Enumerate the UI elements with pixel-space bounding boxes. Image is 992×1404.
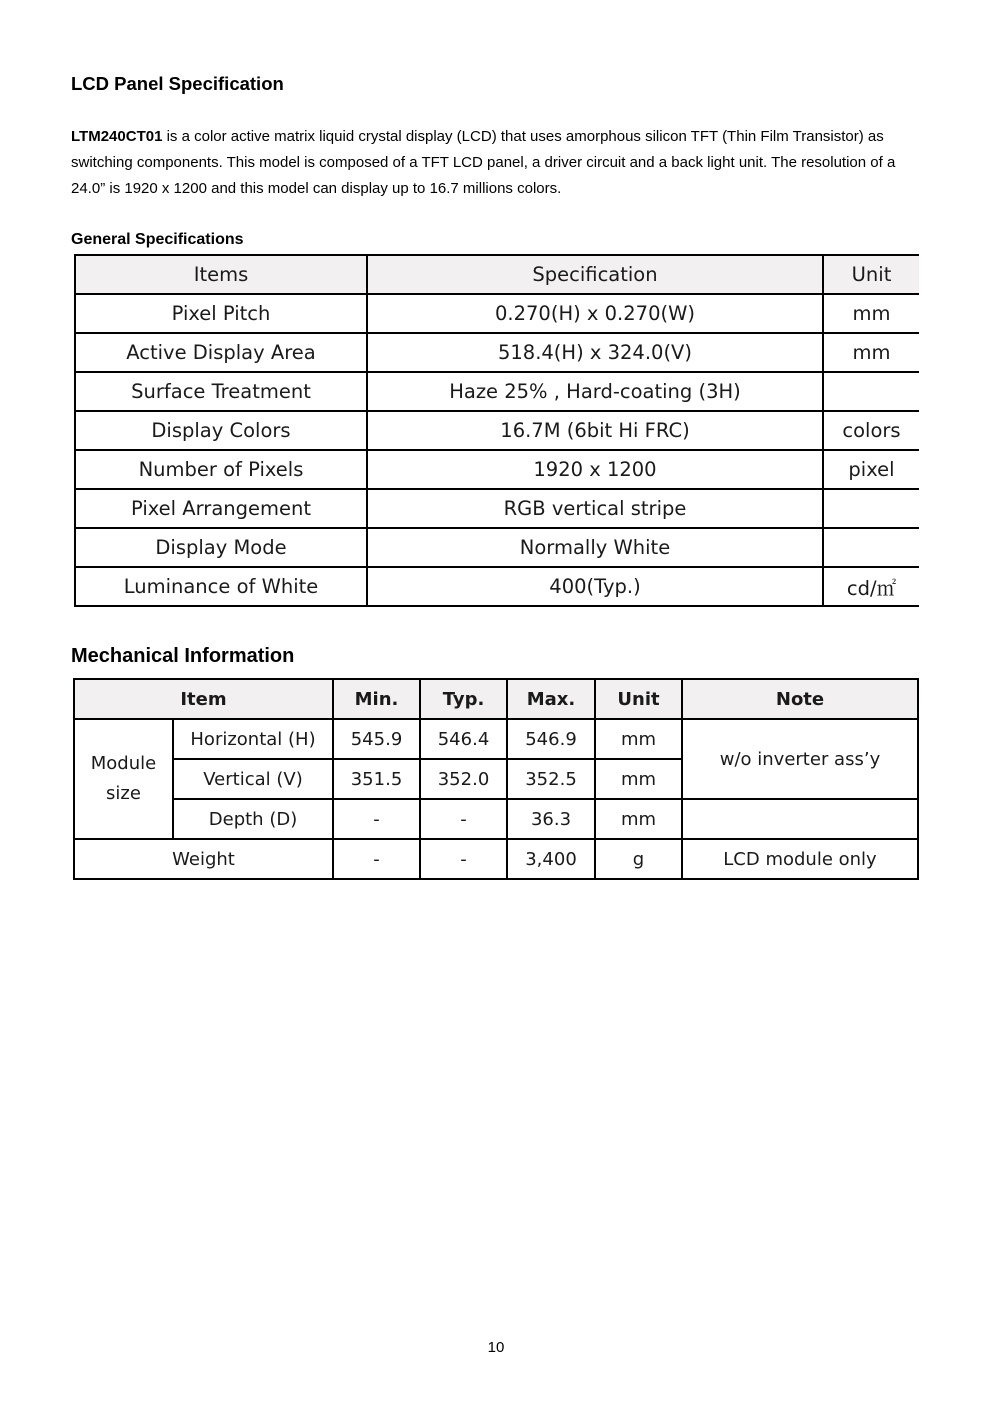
dimension-max: 36.3 xyxy=(507,799,595,839)
table-row xyxy=(74,799,918,839)
spec-unit: pixel xyxy=(823,450,919,489)
header-unit: Unit xyxy=(823,255,919,294)
spec-unit: mm xyxy=(823,294,919,333)
spec-unit: colors xyxy=(823,411,919,450)
table-row xyxy=(75,567,919,606)
intro-paragraph xyxy=(71,124,931,202)
spec-value: 0.270(H) x 0.270(W) xyxy=(367,294,823,333)
weight-item: Weight xyxy=(74,839,333,879)
spec-item: Active Display Area xyxy=(75,333,367,372)
spec-value: Normally White xyxy=(367,528,823,567)
header-typ: Typ. xyxy=(420,679,507,719)
spec-item: Pixel Arrangement xyxy=(75,489,367,528)
dimension-max: 352.5 xyxy=(507,759,595,799)
spec-item: Luminance of White xyxy=(75,567,367,606)
table-header-row xyxy=(74,679,918,719)
dimension-min: - xyxy=(333,799,420,839)
table-row xyxy=(75,450,919,489)
spec-unit xyxy=(823,528,919,567)
general-specifications-table xyxy=(74,254,919,607)
page-number: 10 xyxy=(487,1339,505,1356)
intro-text: is a color active matrix liquid crystal display (LCD) that uses amorphous silicon TFT (Thin Film Transistor) as switching components. This model is composed of a TFT LCD panel, a driver circuit and a back light unit. The resolution of a 24.0” is 1920 x 1200 and this model can display up to 16.7 millions colors. xyxy=(71,128,896,197)
dimension-item: Horizontal (H) xyxy=(173,719,333,759)
dimension-unit: mm xyxy=(595,759,682,799)
spec-value: 1920 x 1200 xyxy=(367,450,823,489)
spec-value: 400(Typ.) xyxy=(367,567,823,606)
table-header-row xyxy=(75,255,919,294)
spec-item: Display Colors xyxy=(75,411,367,450)
mechanical-information-table xyxy=(73,678,919,880)
spec-value: 16.7M (6bit Hi FRC) xyxy=(367,411,823,450)
header-unit: Unit xyxy=(595,679,682,719)
dimension-unit: mm xyxy=(595,719,682,759)
weight-max: 3,400 xyxy=(507,839,595,879)
spec-value: 518.4(H) x 324.0(V) xyxy=(367,333,823,372)
module-note: w/o inverter ass’y xyxy=(682,719,918,799)
dimension-note xyxy=(682,799,918,839)
model-name: LTM240CT01 xyxy=(71,128,163,145)
weight-note: LCD module only xyxy=(682,839,918,879)
weight-min: - xyxy=(333,839,420,879)
spec-value: RGB vertical stripe xyxy=(367,489,823,528)
spec-value: Haze 25% , Hard-coating (3H) xyxy=(367,372,823,411)
table-row xyxy=(75,528,919,567)
table-row xyxy=(75,333,919,372)
module-size-label xyxy=(74,719,173,839)
dimension-typ: 546.4 xyxy=(420,719,507,759)
table-row xyxy=(75,411,919,450)
spec-item: Surface Treatment xyxy=(75,372,367,411)
dimension-item: Depth (D) xyxy=(173,799,333,839)
dimension-min: 351.5 xyxy=(333,759,420,799)
dimension-unit: mm xyxy=(595,799,682,839)
spec-unit: cd/㎡ xyxy=(823,567,919,606)
spec-unit xyxy=(823,489,919,528)
general-specifications-heading: General Specifications xyxy=(71,231,244,248)
spec-unit xyxy=(823,372,919,411)
spec-unit: mm xyxy=(823,333,919,372)
dimension-typ: 352.0 xyxy=(420,759,507,799)
weight-typ: - xyxy=(420,839,507,879)
table-row xyxy=(74,719,918,759)
page-title: LCD Panel Specification xyxy=(71,73,284,94)
header-item: Item xyxy=(74,679,333,719)
table-row xyxy=(75,294,919,333)
module-label-line-2: size xyxy=(106,783,141,804)
header-min: Min. xyxy=(333,679,420,719)
mechanical-information-heading: Mechanical Information xyxy=(71,645,295,667)
weight-unit: g xyxy=(595,839,682,879)
header-max: Max. xyxy=(507,679,595,719)
header-specification: Specification xyxy=(367,255,823,294)
spec-item: Number of Pixels xyxy=(75,450,367,489)
spec-item: Display Mode xyxy=(75,528,367,567)
table-row xyxy=(75,489,919,528)
header-items: Items xyxy=(75,255,367,294)
dimension-max: 546.9 xyxy=(507,719,595,759)
table-row xyxy=(74,839,918,879)
module-label-line-1: Module xyxy=(90,753,157,774)
dimension-typ: - xyxy=(420,799,507,839)
header-note: Note xyxy=(682,679,918,719)
table-row xyxy=(75,372,919,411)
dimension-item: Vertical (V) xyxy=(173,759,333,799)
dimension-min: 545.9 xyxy=(333,719,420,759)
spec-item: Pixel Pitch xyxy=(75,294,367,333)
